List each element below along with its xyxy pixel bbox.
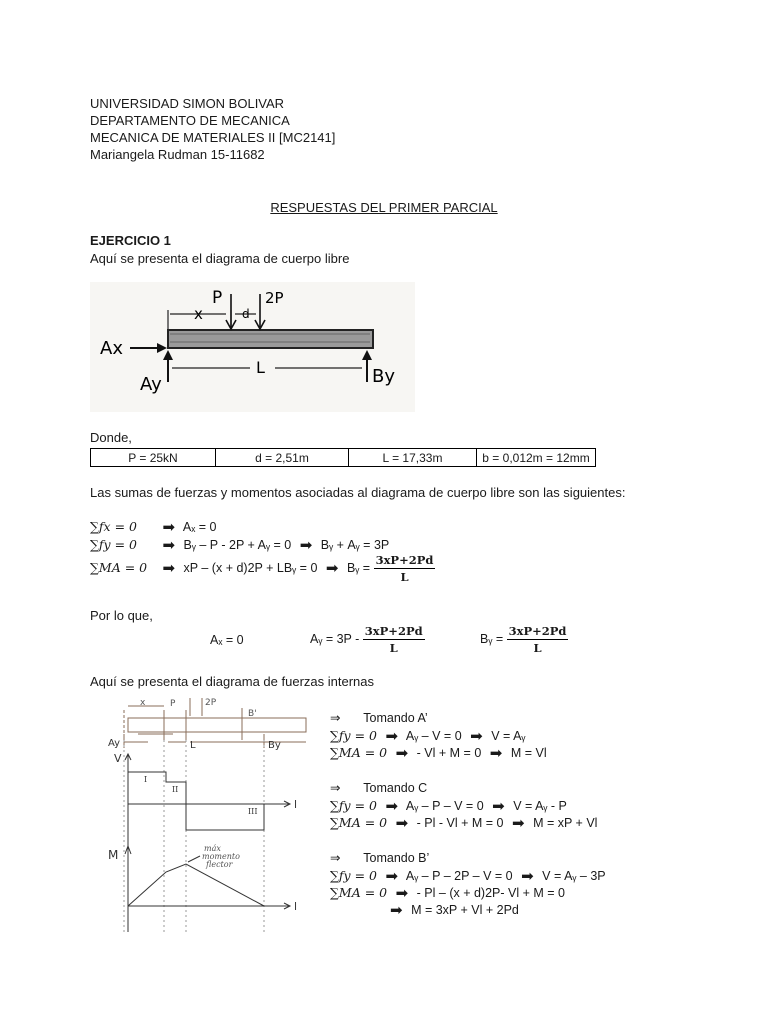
intro-free-body: Aquí se presenta el diagrama de cuerpo libre — [90, 251, 350, 266]
donde-label: Donde, — [90, 430, 132, 445]
fbd-label-p: P — [212, 288, 223, 308]
section-a-eq2: ∑MA = 0 ➡ - Vl + M = 0 ➡ M = Vl — [330, 744, 547, 762]
sketch-max-2: momento — [202, 852, 240, 861]
sketch-l-axis-v: l — [294, 798, 298, 811]
fbd-label-ax: Ax — [100, 338, 123, 359]
arrow-icon: ➡ — [395, 814, 409, 832]
arrow-icon: ➡ — [162, 536, 176, 554]
result-ay: Aᵧ = 3P - $\frac{3xP+2Pd}{L}$ — [310, 624, 423, 655]
eq-sum-fx: ∑fx = 0 ➡ Aₓ = 0 — [90, 518, 217, 536]
arrow-icon: ➡ — [390, 901, 403, 919]
sketch-ay-label: Ay — [108, 738, 121, 749]
section-a-eq1: ∑fy = 0 ➡ Aᵧ – V = 0 ➡ V = Aᵧ — [330, 727, 526, 745]
section-b-eq1: ∑fy = 0 ➡ Aᵧ – P – 2P – V = 0 ➡ V = Aᵧ – 3P — [330, 867, 606, 885]
eq-sum-ma: ∑MA = 0 ➡ xP – (x + d)2P + LBᵧ = 0 ➡ Bᵧ = $\frac{3xP+2Pd}{L}$ — [90, 553, 434, 584]
sketch-max-3: flector — [206, 860, 233, 869]
section-a-title: ⇒ Tomando A’ — [330, 711, 428, 725]
table-cell-l: L = 17,33m — [349, 449, 477, 467]
sketch-x-label: x — [140, 698, 146, 708]
course-name: MECANICA DE MATERIALES II [MC2141] — [90, 130, 336, 145]
table-cell-b: b = 0,012m = 12mm — [477, 449, 596, 467]
sums-intro: Las sumas de fuerzas y momentos asociadas al diagrama de cuerpo libre son las siguientes: — [90, 485, 626, 500]
arrow-icon: ➡ — [489, 744, 503, 762]
arrow-icon: ➡ — [492, 797, 505, 815]
fbd-label-x: x — [194, 305, 203, 323]
arrow-icon: ➡ — [162, 558, 176, 577]
sketch-region-1: I — [144, 775, 148, 784]
arrow-icon: ➡ — [521, 867, 534, 885]
implies-icon: ⇒ — [330, 851, 341, 865]
section-b-eq3: ➡ M = 3xP + Vl + 2Pd — [390, 901, 519, 919]
fraction-by-result: $\frac{3xP+2Pd}{L}$ — [508, 624, 567, 655]
fbd-label-by: By — [372, 366, 396, 387]
university-name: UNIVERSIDAD SIMON BOLIVAR — [90, 96, 285, 111]
department-name: DEPARTAMENTO DE MECANICA — [90, 113, 290, 128]
eq-sum-fy: ∑fy = 0 ➡ Bᵧ – P - 2P + Aᵧ = 0 ➡ Bᵧ + Aᵧ = 3P — [90, 536, 390, 554]
free-body-diagram — [90, 282, 415, 412]
sketch-2p-label: 2P — [205, 698, 217, 708]
result-by: Bᵧ = $\frac{3xP+2Pd}{L}$ — [480, 624, 567, 655]
author-name: Mariangela Rudman 15-11682 — [90, 147, 265, 162]
arrow-icon: ➡ — [325, 558, 339, 577]
arrow-icon: ➡ — [162, 518, 176, 536]
section-c-eq1: ∑fy = 0 ➡ Aᵧ – P – V = 0 ➡ V = Aᵧ - P — [330, 797, 567, 815]
sketch-l-axis-m: l — [294, 900, 298, 913]
sketch-max-1: máx — [204, 844, 221, 853]
document-title: RESPUESTAS DEL PRIMER PARCIAL — [270, 200, 498, 215]
section-c-title: ⇒ Tomando C — [330, 781, 428, 795]
por-lo-que: Por lo que, — [90, 608, 153, 623]
result-ax: Aₓ = 0 — [210, 633, 244, 647]
sketch-by-label: By — [268, 740, 281, 751]
sketch-bprime-label: B' — [248, 709, 257, 719]
fbd-label-2p: 2P — [265, 289, 284, 307]
fraction-ay: $\frac{3xP+2Pd}{L}$ — [364, 624, 423, 655]
fraction-by: $\frac{3xP+2Pd}{L}$ — [375, 553, 434, 584]
sketch-l-label: L — [190, 740, 196, 751]
section-b-eq2: ∑MA = 0 ➡ - Pl – (x + d)2P- Vl + M = 0 — [330, 884, 565, 902]
sketch-m-label: M — [108, 848, 119, 862]
arrow-icon: ➡ — [385, 797, 399, 815]
table-cell-p: P = 25kN — [91, 449, 216, 467]
values-table — [90, 448, 596, 467]
arrow-icon: ➡ — [385, 867, 399, 885]
arrow-icon: ➡ — [395, 744, 409, 762]
sketch-region-2: II — [172, 785, 179, 794]
implies-icon: ⇒ — [330, 711, 341, 725]
arrow-icon: ➡ — [395, 884, 409, 902]
arrow-icon: ➡ — [470, 727, 483, 745]
arrow-icon: ➡ — [299, 536, 313, 554]
section-b-title: ⇒ Tomando B’ — [330, 851, 430, 865]
implies-icon: ⇒ — [330, 781, 341, 795]
intro-internal-forces: Aquí se presenta el diagrama de fuerzas internas — [90, 674, 375, 689]
arrow-icon: ➡ — [512, 814, 525, 832]
section-c-eq2: ∑MA = 0 ➡ - Pl - Vl + M = 0 ➡ M = xP + Vl — [330, 814, 598, 832]
fbd-label-d: d — [242, 307, 250, 321]
table-cell-d: d = 2,51m — [216, 449, 349, 467]
sketch-v-label: V — [114, 752, 122, 765]
sketch-region-3: III — [248, 807, 258, 816]
sketch-p-label: P — [170, 699, 176, 709]
fbd-label-ay: Ay — [140, 374, 162, 395]
internal-forces-diagram — [108, 696, 318, 932]
exercise-heading: EJERCICIO 1 — [90, 233, 171, 248]
fbd-label-l: L — [256, 358, 265, 377]
arrow-icon: ➡ — [385, 727, 399, 745]
